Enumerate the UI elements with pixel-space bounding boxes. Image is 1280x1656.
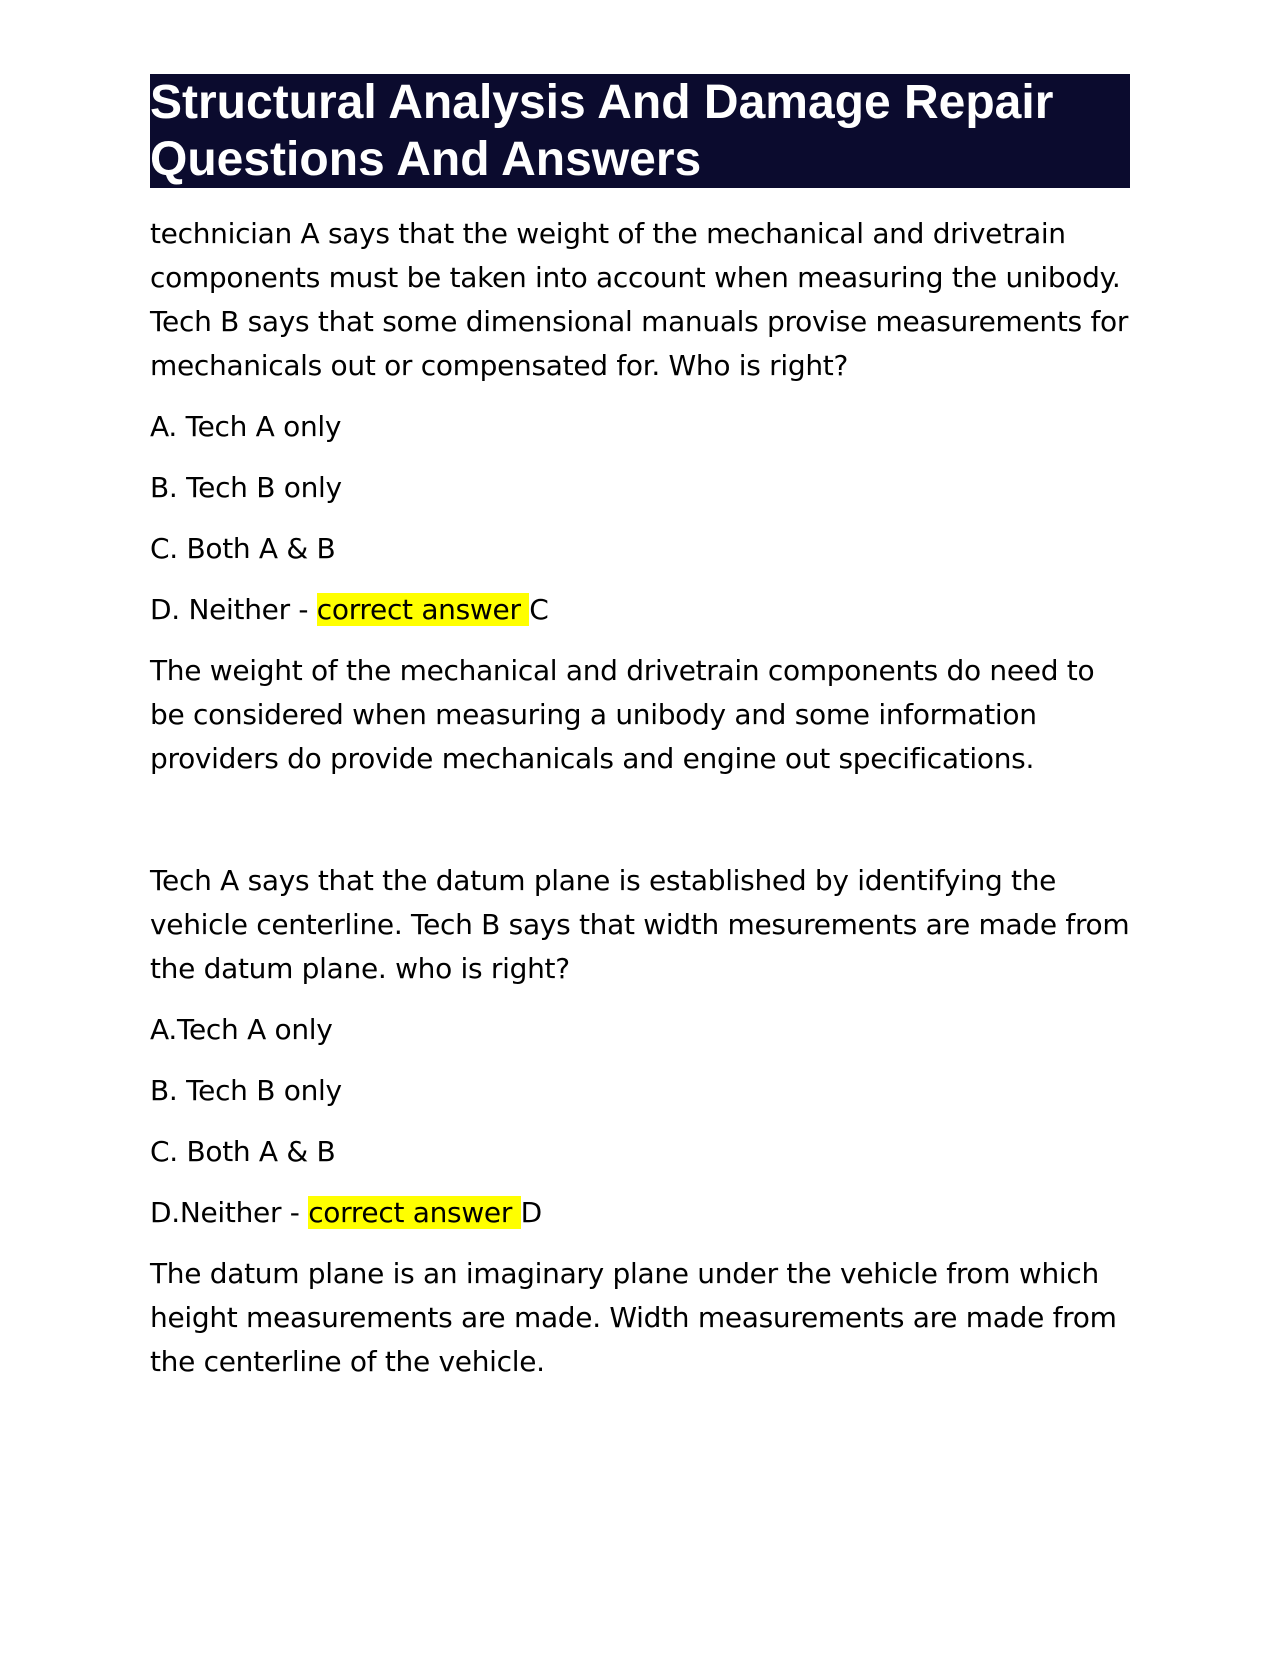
question-1-text: technician A says that the weight of the mechanical and drivetrain components must be taken into account when measuring the unibody. Tech B says that some dimensional manuals provise measurements for mechanicals out or compensated for. Who is right?	[150, 217, 1129, 382]
question-1-answer-value: C	[529, 593, 549, 626]
document-page	[150, 74, 1130, 1401]
question-1-answer-label: correct answer	[316, 593, 530, 626]
question-1-option-c: C. Both A & B	[150, 532, 336, 565]
question-1-option-b: B. Tech B only	[150, 471, 342, 504]
question-2-option-c: C. Both A & B	[150, 1135, 336, 1168]
question-1-explanation: The weight of the mechanical and drivetrain components do need to be considered when measuring a unibody and some information providers do provide mechanicals and engine out specifications.	[150, 654, 1095, 775]
question-2-answer-label: correct answer	[308, 1196, 521, 1229]
question-2-option-a: A.Tech A only	[150, 1013, 333, 1046]
document-title: Structural Analysis And Damage Repair Questions And Answers	[150, 74, 1130, 188]
question-2-answer-value: D	[520, 1196, 542, 1229]
question-2-explanation: The datum plane is an imaginary plane under the vehicle from which height measurements are made. Width measurements are made from the centerline of the vehicle.	[150, 1257, 1117, 1378]
question-1-option-d	[150, 588, 1130, 632]
question-2-option-d-prefix: D.Neither -	[150, 1196, 309, 1229]
question-2-option-d	[150, 1191, 1130, 1235]
question-1-option-a: A. Tech A only	[150, 410, 342, 443]
question-2-option-b: B. Tech B only	[150, 1074, 342, 1107]
question-1-option-d-prefix: D. Neither -	[150, 593, 317, 626]
question-separator	[150, 798, 1130, 859]
question-2-text: Tech A says that the datum plane is established by identifying the vehicle centerline. Tech B says that width mesurements are made from the datum plane. who is right?	[150, 864, 1130, 985]
